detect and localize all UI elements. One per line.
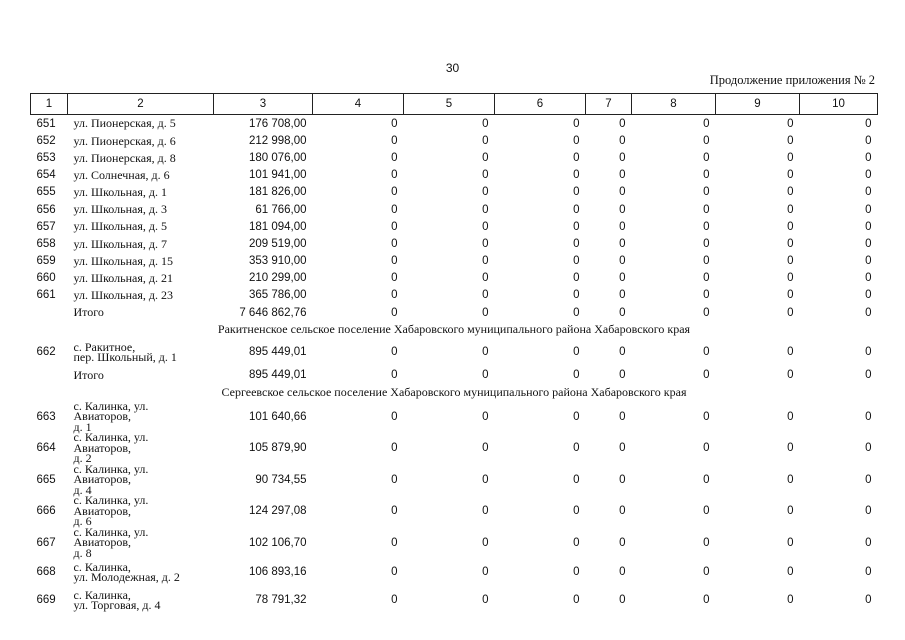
table-row xyxy=(31,184,878,201)
value-cell: 0 xyxy=(703,473,710,486)
column-header: 8 xyxy=(632,94,716,115)
table-row xyxy=(31,218,878,235)
amount-cell: 101 640,66 xyxy=(248,410,307,423)
value-cell: 0 xyxy=(865,289,872,302)
address-cell: ул. Пионерская, д. 6 xyxy=(73,133,176,148)
value-cell: 0 xyxy=(703,410,710,423)
amount-cell: 124 297,08 xyxy=(248,505,307,518)
value-cell: 0 xyxy=(482,237,489,250)
address-cell: ул. Школьная, д. 23 xyxy=(73,288,173,303)
column-header: 3 xyxy=(214,94,313,115)
row-number: 664 xyxy=(36,442,56,455)
table-row xyxy=(31,586,878,614)
value-cell: 0 xyxy=(573,594,580,607)
column-header: 4 xyxy=(313,94,404,115)
value-cell: 0 xyxy=(619,289,626,302)
value-cell: 0 xyxy=(391,169,398,182)
value-cell: 0 xyxy=(619,505,626,518)
value-cell: 0 xyxy=(703,169,710,182)
row-number: 669 xyxy=(36,594,56,607)
value-cell: 0 xyxy=(482,186,489,199)
value-cell: 0 xyxy=(619,306,626,319)
value-cell: 0 xyxy=(865,134,872,147)
value-cell: 0 xyxy=(703,346,710,359)
value-cell: 0 xyxy=(619,566,626,579)
address-cell: с. Калинка, ул. Авиаторов, д. 2 xyxy=(73,430,149,466)
value-cell: 0 xyxy=(573,255,580,268)
address-cell: Итого xyxy=(73,367,104,382)
address-cell: ул. Школьная, д. 7 xyxy=(73,236,167,251)
amount-cell: 210 299,00 xyxy=(248,272,307,285)
value-cell: 0 xyxy=(703,134,710,147)
address-cell: ул. Школьная, д. 3 xyxy=(73,202,167,217)
row-number: 661 xyxy=(36,289,56,302)
continuation-label: Продолжение приложения № 2 xyxy=(709,73,875,87)
value-cell: 0 xyxy=(787,186,794,199)
address-cell: ул. Пионерская, д. 8 xyxy=(73,150,176,165)
table-row xyxy=(31,149,878,166)
value-cell: 0 xyxy=(787,505,794,518)
row-number: 656 xyxy=(36,203,56,216)
value-cell: 0 xyxy=(573,410,580,423)
value-cell: 0 xyxy=(865,410,872,423)
value-cell: 0 xyxy=(482,220,489,233)
section-heading: Ракитненское сельское поселение Хабаровского муниципального района Хабаровского края xyxy=(217,322,691,337)
address-cell: ул. Школьная, д. 1 xyxy=(73,185,167,200)
value-cell: 0 xyxy=(573,237,580,250)
value-cell: 0 xyxy=(865,442,872,455)
value-cell: 0 xyxy=(482,169,489,182)
value-cell: 0 xyxy=(619,117,626,130)
section-heading-row xyxy=(31,321,878,338)
value-cell: 0 xyxy=(391,186,398,199)
value-cell: 0 xyxy=(573,369,580,382)
value-cell: 0 xyxy=(391,134,398,147)
address-cell: с. Калинка, ул. Молодежная, д. 2 xyxy=(73,559,180,585)
table-row xyxy=(31,464,878,496)
value-cell: 0 xyxy=(482,289,489,302)
value-cell: 0 xyxy=(703,186,710,199)
value-cell: 0 xyxy=(619,410,626,423)
table-row xyxy=(31,115,878,133)
value-cell: 0 xyxy=(391,255,398,268)
value-cell: 0 xyxy=(573,151,580,164)
value-cell: 0 xyxy=(619,255,626,268)
value-cell: 0 xyxy=(865,536,872,549)
value-cell: 0 xyxy=(391,203,398,216)
value-cell: 0 xyxy=(391,272,398,285)
table-body xyxy=(31,115,878,615)
value-cell: 0 xyxy=(865,594,872,607)
value-cell: 0 xyxy=(703,442,710,455)
value-cell: 0 xyxy=(865,473,872,486)
column-header: 9 xyxy=(716,94,800,115)
data-table xyxy=(30,93,878,614)
table-row xyxy=(31,201,878,218)
value-cell: 0 xyxy=(619,536,626,549)
value-cell: 0 xyxy=(787,151,794,164)
value-cell: 0 xyxy=(573,289,580,302)
value-cell: 0 xyxy=(391,473,398,486)
value-cell: 0 xyxy=(573,442,580,455)
value-cell: 0 xyxy=(787,473,794,486)
address-cell: ул. Пионерская, д. 5 xyxy=(73,116,176,131)
value-cell: 0 xyxy=(573,134,580,147)
value-cell: 0 xyxy=(482,566,489,579)
page-number: 30 xyxy=(445,61,460,75)
row-number: 652 xyxy=(36,134,56,147)
amount-cell: 181 826,00 xyxy=(248,186,307,199)
value-cell: 0 xyxy=(787,255,794,268)
value-cell: 0 xyxy=(482,473,489,486)
value-cell: 0 xyxy=(482,442,489,455)
value-cell: 0 xyxy=(865,186,872,199)
value-cell: 0 xyxy=(573,306,580,319)
value-cell: 0 xyxy=(703,289,710,302)
value-cell: 0 xyxy=(865,346,872,359)
value-cell: 0 xyxy=(787,220,794,233)
value-cell: 0 xyxy=(391,289,398,302)
address-cell: с. Калинка, ул. Авиаторов, д. 1 xyxy=(73,398,149,434)
table-row xyxy=(31,495,878,527)
value-cell: 0 xyxy=(573,169,580,182)
amount-cell: 90 734,55 xyxy=(255,473,307,486)
value-cell: 0 xyxy=(703,566,710,579)
amount-cell: 180 076,00 xyxy=(248,151,307,164)
value-cell: 0 xyxy=(573,117,580,130)
value-cell: 0 xyxy=(482,134,489,147)
value-cell: 0 xyxy=(619,203,626,216)
value-cell: 0 xyxy=(703,369,710,382)
amount-cell: 7 646 862,76 xyxy=(239,306,307,319)
value-cell: 0 xyxy=(619,272,626,285)
amount-cell: 895 449,01 xyxy=(248,369,307,382)
table-header-row xyxy=(31,94,878,115)
value-cell: 0 xyxy=(482,369,489,382)
table-row xyxy=(31,270,878,287)
value-cell: 0 xyxy=(391,306,398,319)
value-cell: 0 xyxy=(391,442,398,455)
total-row xyxy=(31,304,878,321)
amount-cell: 101 941,00 xyxy=(248,169,307,182)
value-cell: 0 xyxy=(619,346,626,359)
row-number: 663 xyxy=(36,410,56,423)
address-cell: с. Ракитное, пер. Школьный, д. 1 xyxy=(73,339,177,365)
address-cell: с. Калинка, ул. Авиаторов, д. 6 xyxy=(73,493,149,529)
value-cell: 0 xyxy=(865,255,872,268)
value-cell: 0 xyxy=(703,505,710,518)
row-number: 665 xyxy=(36,473,56,486)
value-cell: 0 xyxy=(787,203,794,216)
amount-cell: 176 708,00 xyxy=(248,117,307,130)
value-cell: 0 xyxy=(482,536,489,549)
value-cell: 0 xyxy=(865,203,872,216)
address-cell: ул. Солнечная, д. 6 xyxy=(73,167,170,182)
total-row xyxy=(31,366,878,383)
value-cell: 0 xyxy=(787,594,794,607)
row-number: 653 xyxy=(36,151,56,164)
value-cell: 0 xyxy=(391,117,398,130)
value-cell: 0 xyxy=(573,220,580,233)
value-cell: 0 xyxy=(787,169,794,182)
value-cell: 0 xyxy=(391,220,398,233)
value-cell: 0 xyxy=(619,473,626,486)
value-cell: 0 xyxy=(865,505,872,518)
value-cell: 0 xyxy=(391,369,398,382)
value-cell: 0 xyxy=(482,410,489,423)
amount-cell: 78 791,32 xyxy=(255,594,307,607)
table-row xyxy=(31,432,878,464)
amount-cell: 102 106,70 xyxy=(248,536,307,549)
table-row xyxy=(31,167,878,184)
table-row xyxy=(31,253,878,270)
row-number: 667 xyxy=(36,536,56,549)
column-header: 10 xyxy=(800,94,878,115)
amount-cell: 209 519,00 xyxy=(248,237,307,250)
amount-cell: 212 998,00 xyxy=(248,134,307,147)
amount-cell: 106 893,16 xyxy=(248,566,307,579)
value-cell: 0 xyxy=(482,151,489,164)
section-heading-row xyxy=(31,384,878,401)
value-cell: 0 xyxy=(787,237,794,250)
row-number: 660 xyxy=(36,272,56,285)
value-cell: 0 xyxy=(865,151,872,164)
row-number: 658 xyxy=(36,237,56,250)
value-cell: 0 xyxy=(787,410,794,423)
value-cell: 0 xyxy=(573,566,580,579)
table-row xyxy=(31,338,878,366)
value-cell: 0 xyxy=(703,203,710,216)
row-number: 662 xyxy=(36,346,56,359)
value-cell: 0 xyxy=(482,272,489,285)
value-cell: 0 xyxy=(787,117,794,130)
value-cell: 0 xyxy=(703,255,710,268)
value-cell: 0 xyxy=(482,203,489,216)
amount-cell: 105 879,90 xyxy=(248,442,307,455)
row-number xyxy=(31,304,68,321)
row-number: 654 xyxy=(36,169,56,182)
value-cell: 0 xyxy=(619,151,626,164)
value-cell: 0 xyxy=(573,272,580,285)
value-cell: 0 xyxy=(482,117,489,130)
value-cell: 0 xyxy=(482,346,489,359)
value-cell: 0 xyxy=(865,169,872,182)
amount-cell: 353 910,00 xyxy=(248,255,307,268)
value-cell: 0 xyxy=(482,594,489,607)
value-cell: 0 xyxy=(482,306,489,319)
value-cell: 0 xyxy=(391,594,398,607)
column-header: 6 xyxy=(495,94,586,115)
column-header: 7 xyxy=(586,94,632,115)
amount-cell: 181 094,00 xyxy=(248,220,307,233)
value-cell: 0 xyxy=(787,272,794,285)
value-cell: 0 xyxy=(619,237,626,250)
value-cell: 0 xyxy=(573,186,580,199)
value-cell: 0 xyxy=(865,220,872,233)
value-cell: 0 xyxy=(865,117,872,130)
value-cell: 0 xyxy=(703,594,710,607)
value-cell: 0 xyxy=(619,594,626,607)
row-number: 655 xyxy=(36,186,56,199)
value-cell: 0 xyxy=(865,272,872,285)
address-cell: ул. Школьная, д. 15 xyxy=(73,253,173,268)
value-cell: 0 xyxy=(865,306,872,319)
value-cell: 0 xyxy=(619,369,626,382)
value-cell: 0 xyxy=(703,306,710,319)
value-cell: 0 xyxy=(391,237,398,250)
amount-cell: 61 766,00 xyxy=(255,203,307,216)
value-cell: 0 xyxy=(391,151,398,164)
value-cell: 0 xyxy=(865,237,872,250)
address-cell: ул. Школьная, д. 5 xyxy=(73,219,167,234)
table-row xyxy=(31,235,878,252)
section-heading: Сергеевское сельское поселение Хабаровского муниципального района Хабаровского края xyxy=(221,384,687,399)
value-cell: 0 xyxy=(787,369,794,382)
value-cell: 0 xyxy=(391,346,398,359)
value-cell: 0 xyxy=(865,566,872,579)
value-cell: 0 xyxy=(787,536,794,549)
address-cell: Итого xyxy=(73,305,104,320)
value-cell: 0 xyxy=(787,289,794,302)
table-row xyxy=(31,132,878,149)
value-cell: 0 xyxy=(703,536,710,549)
address-cell: ул. Школьная, д. 21 xyxy=(73,271,173,286)
value-cell: 0 xyxy=(391,536,398,549)
column-header: 1 xyxy=(31,94,68,115)
value-cell: 0 xyxy=(619,134,626,147)
value-cell: 0 xyxy=(619,186,626,199)
address-cell: с. Калинка, ул. Торговая, д. 4 xyxy=(73,587,161,613)
value-cell: 0 xyxy=(703,117,710,130)
value-cell: 0 xyxy=(619,220,626,233)
table-row xyxy=(31,527,878,559)
address-cell: с. Калинка, ул. Авиаторов, д. 4 xyxy=(73,461,149,497)
value-cell: 0 xyxy=(619,169,626,182)
row-number: 657 xyxy=(36,220,56,233)
value-cell: 0 xyxy=(482,255,489,268)
value-cell: 0 xyxy=(787,134,794,147)
value-cell: 0 xyxy=(787,346,794,359)
row-number: 651 xyxy=(36,117,56,130)
value-cell: 0 xyxy=(573,505,580,518)
table-row xyxy=(31,287,878,304)
row-number: 668 xyxy=(36,566,56,579)
value-cell: 0 xyxy=(703,151,710,164)
value-cell: 0 xyxy=(865,369,872,382)
row-number: 666 xyxy=(36,505,56,518)
column-header: 5 xyxy=(404,94,495,115)
value-cell: 0 xyxy=(619,442,626,455)
value-cell: 0 xyxy=(391,505,398,518)
value-cell: 0 xyxy=(573,203,580,216)
value-cell: 0 xyxy=(482,505,489,518)
row-number xyxy=(31,366,68,383)
address-cell: с. Калинка, ул. Авиаторов, д. 8 xyxy=(73,524,149,560)
value-cell: 0 xyxy=(391,566,398,579)
row-number: 659 xyxy=(36,255,56,268)
amount-cell: 895 449,01 xyxy=(248,346,307,359)
value-cell: 0 xyxy=(573,536,580,549)
value-cell: 0 xyxy=(391,410,398,423)
amount-cell: 365 786,00 xyxy=(248,289,307,302)
value-cell: 0 xyxy=(787,566,794,579)
value-cell: 0 xyxy=(787,306,794,319)
value-cell: 0 xyxy=(703,237,710,250)
value-cell: 0 xyxy=(573,346,580,359)
value-cell: 0 xyxy=(703,220,710,233)
table-row xyxy=(31,558,878,586)
value-cell: 0 xyxy=(573,473,580,486)
value-cell: 0 xyxy=(787,442,794,455)
column-header: 2 xyxy=(68,94,214,115)
table-row xyxy=(31,401,878,433)
value-cell: 0 xyxy=(703,272,710,285)
